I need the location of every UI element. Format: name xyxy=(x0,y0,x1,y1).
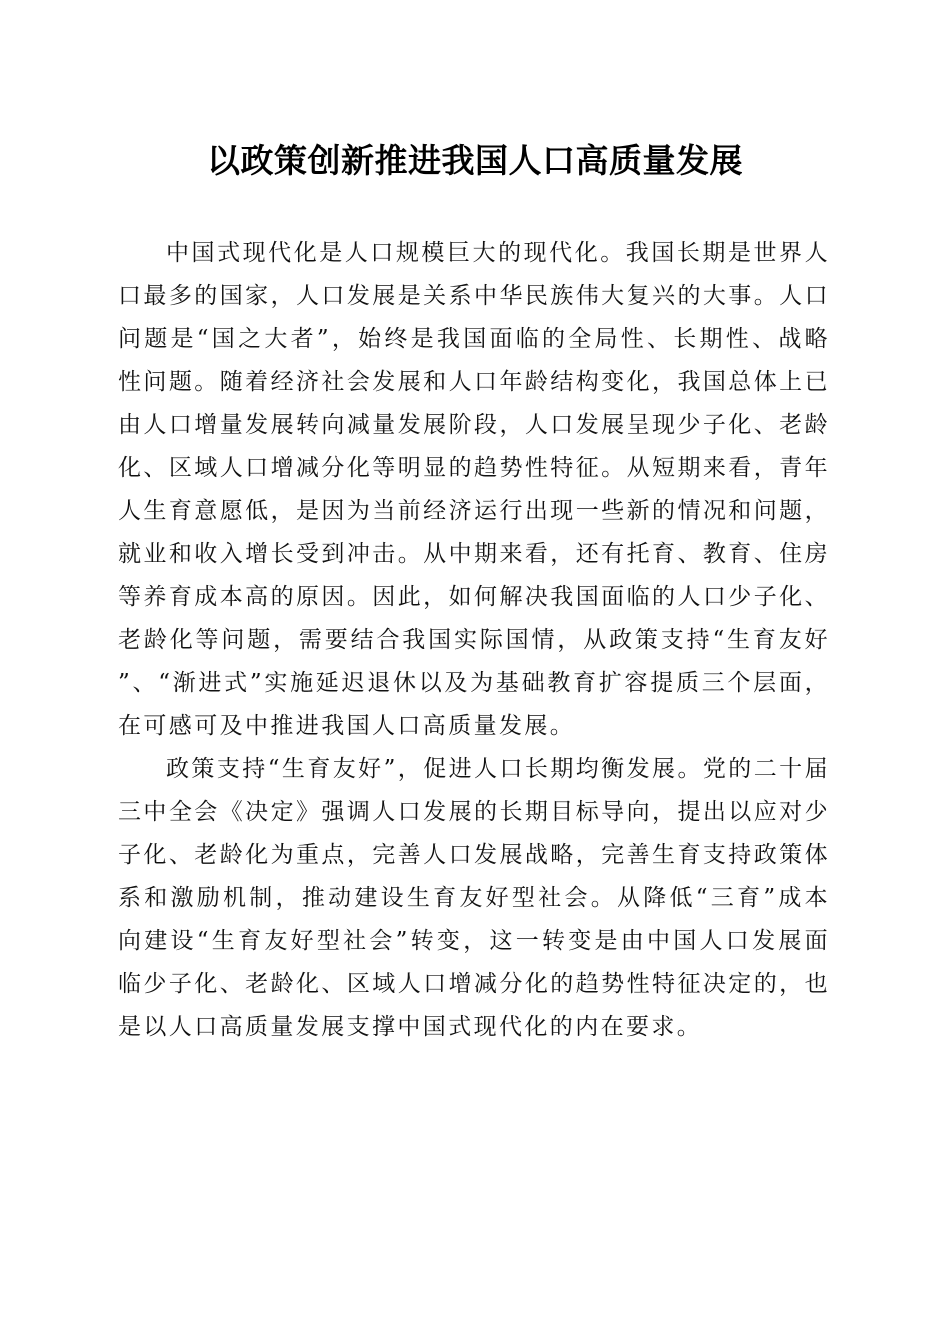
paragraph-2: 政策支持“生育友好”，促进人口长期均衡发展。党的二十届三中全会《决定》强调人口发展的长期目标导向，提出以应对少子化、老龄化为重点，完善人口发展战略，完善生育支持政策体系和激励机制，推动建设生育友好型社会。从降低“三育”成本向建设“生育友好型社会”转变，这一转变是由中国人口发展面临少子化、老龄化、区域人口增减分化的趋势性特征决定的，也是以人口高质量发展支撑中国式现代化的内在要求。 xyxy=(118,756,830,1040)
document-title: 以政策创新推进我国人口高质量发展 xyxy=(207,141,743,180)
paragraph-1: 中国式现代化是人口规模巨大的现代化。我国长期是世界人口最多的国家，人口发展是关系中华民族伟大复兴的大事。人口问题是“国之大者”，始终是我国面临的全局性、长期性、战略性问题。随着经济社会发展和人口年龄结构变化，我国总体上已由人口增量发展转向减量发展阶段，人口发展呈现少子化、老龄化、区域人口增减分化等明显的趋势性特征。从短期来看，青年人生育意愿低，是因为当前经济运行出现一些新的情况和问题，就业和收入增长受到冲击。从中期来看，还有托育、教育、住房等养育成本高的原因。因此，如何解决我国面临的人口少子化、老龄化等问题，需要结合我国实际国情，从政策支持“生育友好”、“渐进式”实施延迟退休以及为基础教育扩容提质三个层面，在可感可及中推进我国人口高质量发展。 xyxy=(118,240,830,739)
document-body xyxy=(118,232,830,1049)
